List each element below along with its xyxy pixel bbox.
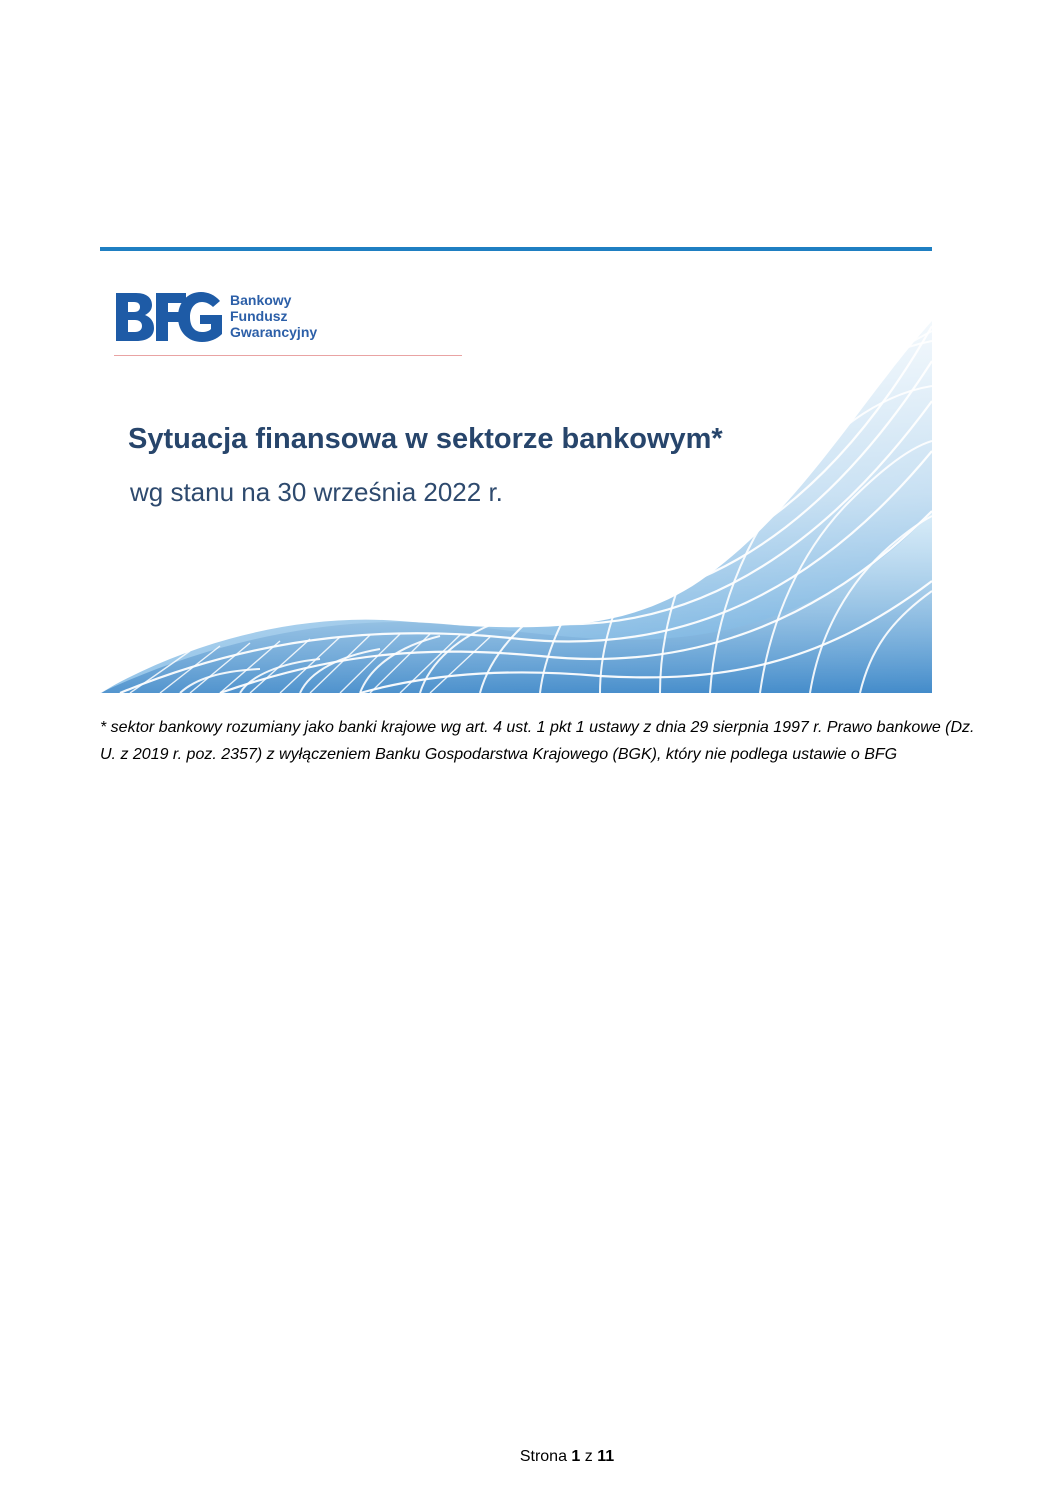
page-total: 11: [597, 1448, 615, 1465]
page-prefix: Strona: [519, 1448, 567, 1465]
page-number: [0, 1448, 1058, 1466]
page-separator: z: [584, 1448, 593, 1465]
bfg-logo-mark: [114, 291, 224, 343]
cover-banner: [100, 251, 932, 693]
bfg-logo: [114, 291, 464, 357]
logo-word-2: Fundusz: [230, 308, 288, 324]
footnote: * sektor bankowy rozumiany jako banki krajowe wg art. 4 ust. 1 pkt 1 ustawy z dnia 29 sierpnia 1997 r. Prawo bankowe (Dz. U. z 2019 r. poz. 2357) z wyłączeniem Banku Gospodarstwa Krajowego (BGK), który nie podlega ustawie o BFG: [100, 719, 975, 763]
logo-word-3: Gwarancyjny: [230, 324, 318, 340]
logo-divider: [114, 355, 462, 356]
logo-wordmark: [230, 292, 317, 340]
report-title: Sytuacja finansowa w sektorze bankowym*: [128, 423, 723, 455]
page-current: 1: [571, 1448, 581, 1465]
report-subtitle: wg stanu na 30 września 2022 r.: [130, 477, 503, 507]
logo-word-1: Bankowy: [230, 292, 292, 308]
